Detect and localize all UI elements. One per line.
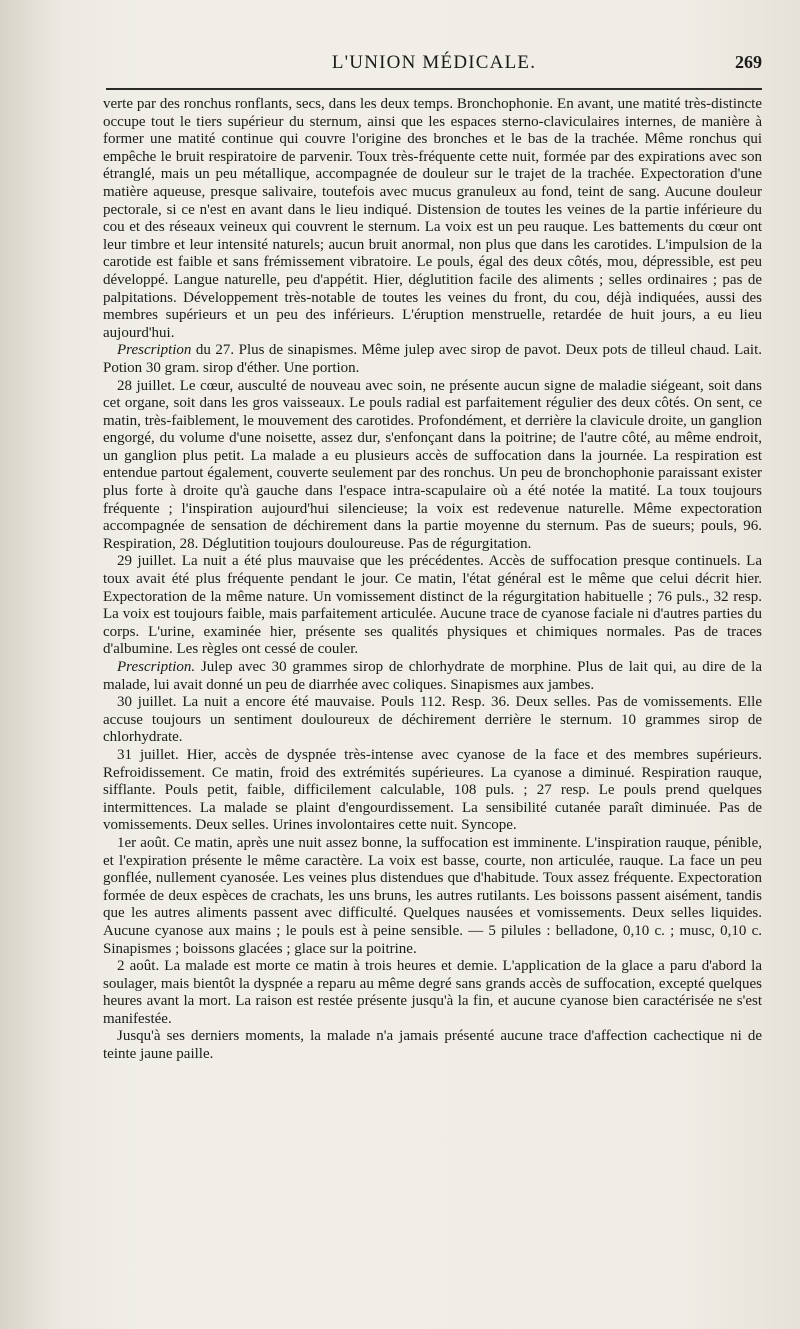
paragraph-text: 31 juillet. Hier, accès de dyspnée très-intense avec cyanose de la face et des membres supérieurs. Refroidissement. Ce matin, froid des extrémités supérieures. La cyanose a diminué. Respiration rauque, sifflante. Pouls petit, faible, difficilement calculable, 108 puls. ; 27 resp. Le pouls prend quelques intermittences. La malade se plaint d'engourdissement. La sensibilité cutanée paraît diminuée. Pas de vomissements. Deux selles. Urines involontaires cette nuit. Syncope.: [103, 746, 762, 834]
page-header: [106, 52, 762, 86]
body-text: [103, 96, 762, 1064]
paragraph-29-juillet: [103, 553, 762, 659]
prescription-label: Prescription.: [117, 659, 196, 675]
paragraph-text: 2 août. La malade est morte ce matin à trois heures et demie. L'application de la glace a paru d'abord la soulager, mais bientôt la dyspnée a reparu au même degré sans grands accès de suffocation, excepté quelques heures avant la mort. La raison est restée présente jusqu'à la fin, et aucune cyanose bien caractérisée ne s'est manifestée.: [103, 958, 762, 1027]
paragraph-28-juillet: [103, 378, 762, 554]
paragraph-observation-27: [103, 96, 762, 342]
paragraph-prescription-29: [103, 659, 762, 694]
running-title: L'UNION MÉDICALE.: [331, 52, 537, 73]
paragraph-text: Julep avec 30 grammes sirop de chlorhydrate de morphine. Plus de lait qui, au dire de la malade, lui avait donné un peu de diarrhée avec coliques. Sinapismes aux jambes.: [103, 659, 762, 693]
header-rule: [106, 88, 762, 90]
paragraph-text: 29 juillet. La nuit a été plus mauvaise que les précédentes. Accès de suffocation presque continuels. La toux avait été plus fréquente pendant le jour. Ce matin, l'état général est le même que celui décrit hier. Expectoration de la même nature. Un vomissement distinct de la régurgitation habituelle ; 76 puls., 32 resp. La voix est toujours faible, mais parfaitement articulée. Aucune trace de cyanose faciale ni d'autres parties du corps. L'urine, examinée hier, présente ses qualités physiques et chimiques normales. Pas de traces d'albumine. Les règles ont cessé de couler.: [103, 553, 762, 658]
prescription-label: Prescription: [117, 342, 192, 359]
paragraph-1er-aout: [103, 835, 762, 958]
page-number: 269: [735, 52, 762, 72]
paragraph-prescription-27: [103, 342, 762, 377]
paragraph-text: 28 juillet. Le cœur, ausculté de nouveau avec soin, ne présente aucun signe de maladie siégeant, soit dans cet organe, soit dans les gros vaisseaux. Le pouls radial est parfaitement régulier des deux côtés. On sent, ce matin, très-faiblement, le mouvement des carotides. Profondément, et derrière la clavicule droite, un ganglion engorgé, du volume d'une noisette, assez dur, s'enfonçant dans la poitrine; de l'autre côté, au même endroit, un ganglion plus petit. La malade a eu plusieurs accès de suffocation dans la journée. La respiration est entendue partout également, couverte seulement par des ronchus. Un peu de bronchophonie paraissant exister plus forte à droite qu'à gauche dans l'espace intra-scapulaire où a été notée la matité. La toux toujours fréquente ; l'inspiration aujourd'hui silencieuse; la voix est redevenue naturelle. Même expectoration accompagnée de sensation de déchirement dans la partie moyenne du sternum. Pas de sueurs; pouls, 96. Respiration, 28. Déglutition toujours douloureuse. Pas de régurgitation.: [103, 377, 762, 552]
paragraph-30-juillet: [103, 694, 762, 747]
paragraph-2-aout: [103, 958, 762, 1028]
paragraph-text: du 27. Plus de sinapismes. Même julep avec sirop de pavot. Deux pots de tilleul chaud. Lait. Potion 30 gram. sirop d'éther. Une portion.: [103, 342, 762, 376]
paragraph-31-juillet: [103, 747, 762, 835]
paragraph-text: Jusqu'à ses derniers moments, la malade n'a jamais présenté aucune trace d'affection cachectique ni de teinte jaune paille.: [103, 1028, 762, 1063]
paragraph-text: 1er août. Ce matin, après une nuit assez bonne, la suffocation est imminente. L'inspiration rauque, pénible, et l'expiration présente le même caractère. La voix est basse, courte, non articulée, rauque. La face un peu gonflée, nullement cyanosée. Les veines plus distendues que d'habitude. Toux assez fréquente. Expectoration formée de deux espèces de crachats, les uns bruns, les autres rutilants. Les boissons passent aisément, tandis que les autres aliments passent avec difficulté. Quelques nausées et vomissements. Deux selles liquides. Aucune cyanose aux mains ; le pouls est à peine sensible. — 5 pilules : belladone, 0,10 c. ; musc, 0,10 c. Sinapismes ; boissons glacées ; glace sur la poitrine.: [103, 834, 762, 957]
paragraph-derniers-moments: [103, 1028, 762, 1063]
paragraph-text: verte par des ronchus ronflants, secs, dans les deux temps. Bronchophonie. En avant, une matité très-distincte occupe tout le tiers supérieur du sternum, ainsi que les espaces sterno-claviculaires internes, de manière à former une matité continue qui couvre l'origine des bronches et le bas de la trachée. Même ronchus qui empêche le bruit respiratoire de parvenir. Toux très-fréquente cette nuit, formée par des expirations avec son étranglé, mais un peu métallique, accompagnée de douleur sur le trajet de la trachée. Expectoration d'une matière aqueuse, presque salivaire, toutefois avec mucus granuleux au fond, teint de sang. Aucune douleur pectorale, si ce n'est en avant dans le lieu indiqué. Distension de toutes les veines de la partie inférieure du cou et des réseaux veineux qui couvrent le sternum. La voix est un peu rauque. Les battements du cœur ont leur timbre et leur intensité naturels; aucun bruit anormal, non plus que dans les carotides. L'impulsion de la carotide est faible et sans frémissement vibratoire. Le pouls, égal des deux côtés, mou, dépressible, est peu développé. Langue naturelle, peu d'appétit. Hier, déglutition facile des aliments ; selles ordinaires ; pas de palpitations. Développement très-notable de toutes les veines du front, du cou, déjà indiquées, aussi des membres supérieurs et un peu des inférieurs. L'éruption menstruelle, retardée de huit jours, a eu lieu aujourd'hui.: [103, 96, 762, 341]
paragraph-text: 30 juillet. La nuit a encore été mauvaise. Pouls 112. Resp. 36. Deux selles. Pas de vomissements. Elle accuse toujours un sentiment douloureux de déchirement derrière le sternum. 10 grammes sirop de chlorhydrate.: [103, 694, 762, 746]
